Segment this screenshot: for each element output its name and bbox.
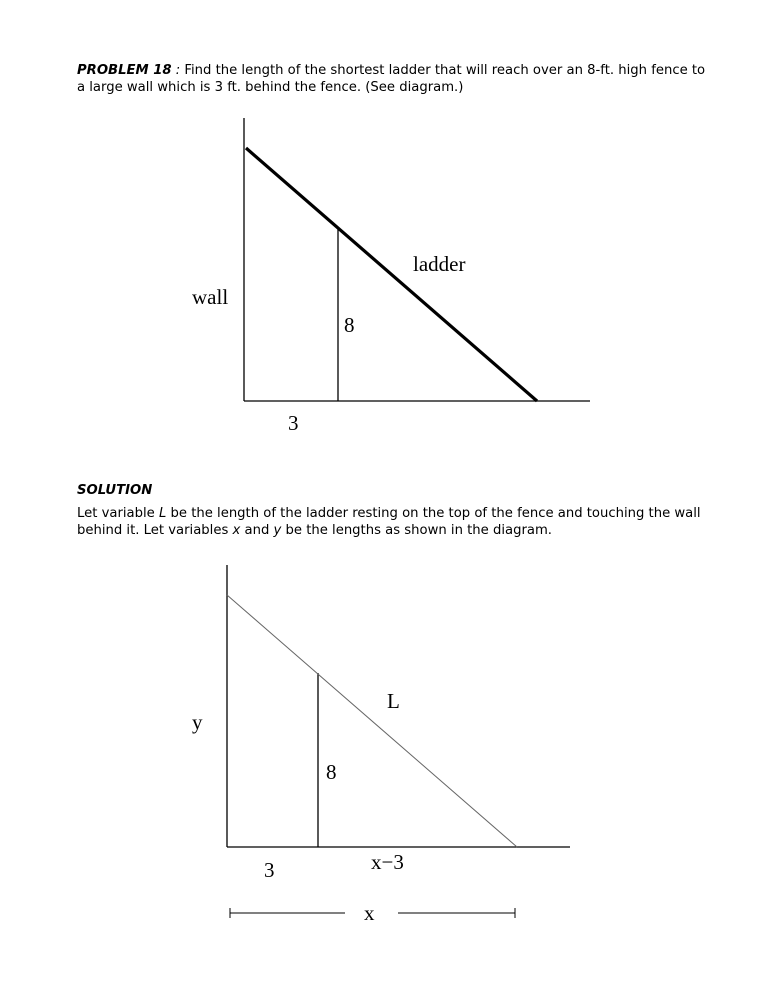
fence-height-label: 8 [326, 760, 337, 784]
distance-label: 3 [288, 411, 299, 435]
distance-label: 3 [264, 858, 275, 882]
problem-heading: PROBLEM 18 [77, 63, 172, 78]
remaining-label: x−3 [371, 850, 404, 874]
var-y: y [273, 523, 282, 538]
separator: : [171, 63, 185, 78]
text: and [240, 523, 274, 538]
problem-text: Find the length of the shortest ladder that will reach over an 8-ft. high fence to a large wall which is 3 ft. behind the fence. (See diagram.) [77, 63, 706, 95]
text: Let variable [77, 506, 159, 521]
var-L: L [158, 506, 167, 521]
text: be the length of the ladder resting on the top of the fence and touching the wall behind it. Let variables [77, 506, 701, 538]
wall-label: wall [192, 285, 229, 309]
fence-height-label: 8 [344, 313, 355, 337]
solution-text [77, 505, 717, 539]
solution-heading [77, 482, 717, 499]
wall-label: y [192, 710, 203, 734]
diagram-2 [192, 565, 570, 925]
ladder-label: L [387, 689, 400, 713]
ladder-line [227, 595, 517, 847]
solution-heading-text: SOLUTION [77, 483, 153, 498]
total-label: x [364, 901, 375, 925]
ladder-line [246, 148, 537, 401]
ladder-label: ladder [413, 252, 466, 276]
var-x: x [232, 523, 241, 538]
text: be the lengths as shown in the diagram. [281, 523, 552, 538]
diagram-1 [192, 118, 590, 435]
